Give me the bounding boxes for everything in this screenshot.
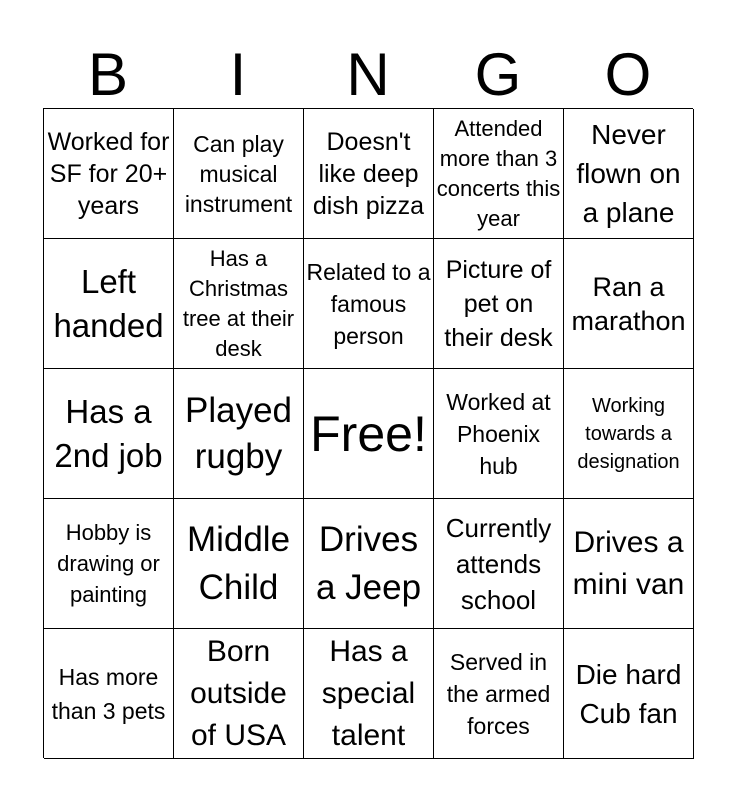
cell-text: Drives a Jeep [315,519,422,607]
bingo-cell[interactable] [174,109,304,239]
bingo-cell[interactable] [304,109,434,239]
bingo-cell[interactable] [304,499,434,629]
cell-text: Middle Child [186,519,291,607]
cell-text: Hobby is drawing or painting [57,520,160,607]
bingo-cell[interactable] [564,499,694,629]
cell-text: Currently attends school [445,512,552,615]
cell-text: Die hard Cub fan [575,658,682,729]
bingo-cell[interactable] [44,499,174,629]
cell-text: Ran a marathon [571,271,686,336]
bingo-cell[interactable] [174,629,304,759]
bingo-cell[interactable] [174,369,304,499]
header-letter-i: I [229,41,247,108]
bingo-header [43,42,693,108]
bingo-cell[interactable] [44,239,174,369]
cell-text: Left handed [53,262,164,344]
header-letter-n: N [346,41,390,108]
cell-text: Working towards a designation [577,394,680,473]
cell-text: Worked at Phoenix hub [446,388,551,479]
cell-text: Picture of pet on their desk [444,255,553,352]
cell-text: Born outside of USA [190,634,287,752]
cell-text: Has a Christmas tree at their desk [182,245,295,361]
cell-text: Has more than 3 pets [51,663,166,724]
bingo-cell[interactable] [434,499,564,629]
cell-text: Attended more than 3 concerts this year [436,115,561,231]
bingo-cell[interactable] [564,109,694,239]
bingo-card-grid [43,108,693,758]
bingo-cell[interactable] [44,109,174,239]
cell-text: Served in the armed forces [446,648,551,739]
bingo-cell[interactable] [174,499,304,629]
bingo-cell[interactable] [434,629,564,759]
cell-text: Has a special talent [321,634,416,752]
cell-text: Can play musical instrument [184,130,293,217]
bingo-cell free-space[interactable] [304,369,434,499]
cell-text: Has a 2nd job [54,392,163,474]
free-space-text: Free! [310,405,427,462]
bingo-cell[interactable] [564,239,694,369]
bingo-cell[interactable] [304,239,434,369]
header-letter-b: B [87,41,129,108]
cell-text: Drives a mini van [572,525,685,601]
cell-text: Never flown on a plane [576,119,681,228]
bingo-cell[interactable] [434,239,564,369]
bingo-cell[interactable] [304,629,434,759]
bingo-cell[interactable] [44,369,174,499]
cell-text: Worked for SF for 20+ years [47,127,170,220]
bingo-cell[interactable] [564,629,694,759]
header-letter-o: O [604,41,652,108]
bingo-cell[interactable] [174,239,304,369]
bingo-cell[interactable] [564,369,694,499]
cell-text: Related to a famous person [306,258,431,349]
header-letter-g: G [474,41,522,108]
bingo-cell[interactable] [44,629,174,759]
cell-text: Doesn't like deep dish pizza [312,127,425,220]
bingo-cell[interactable] [434,369,564,499]
bingo-cell[interactable] [434,109,564,239]
cell-text: Played rugby [184,390,293,476]
